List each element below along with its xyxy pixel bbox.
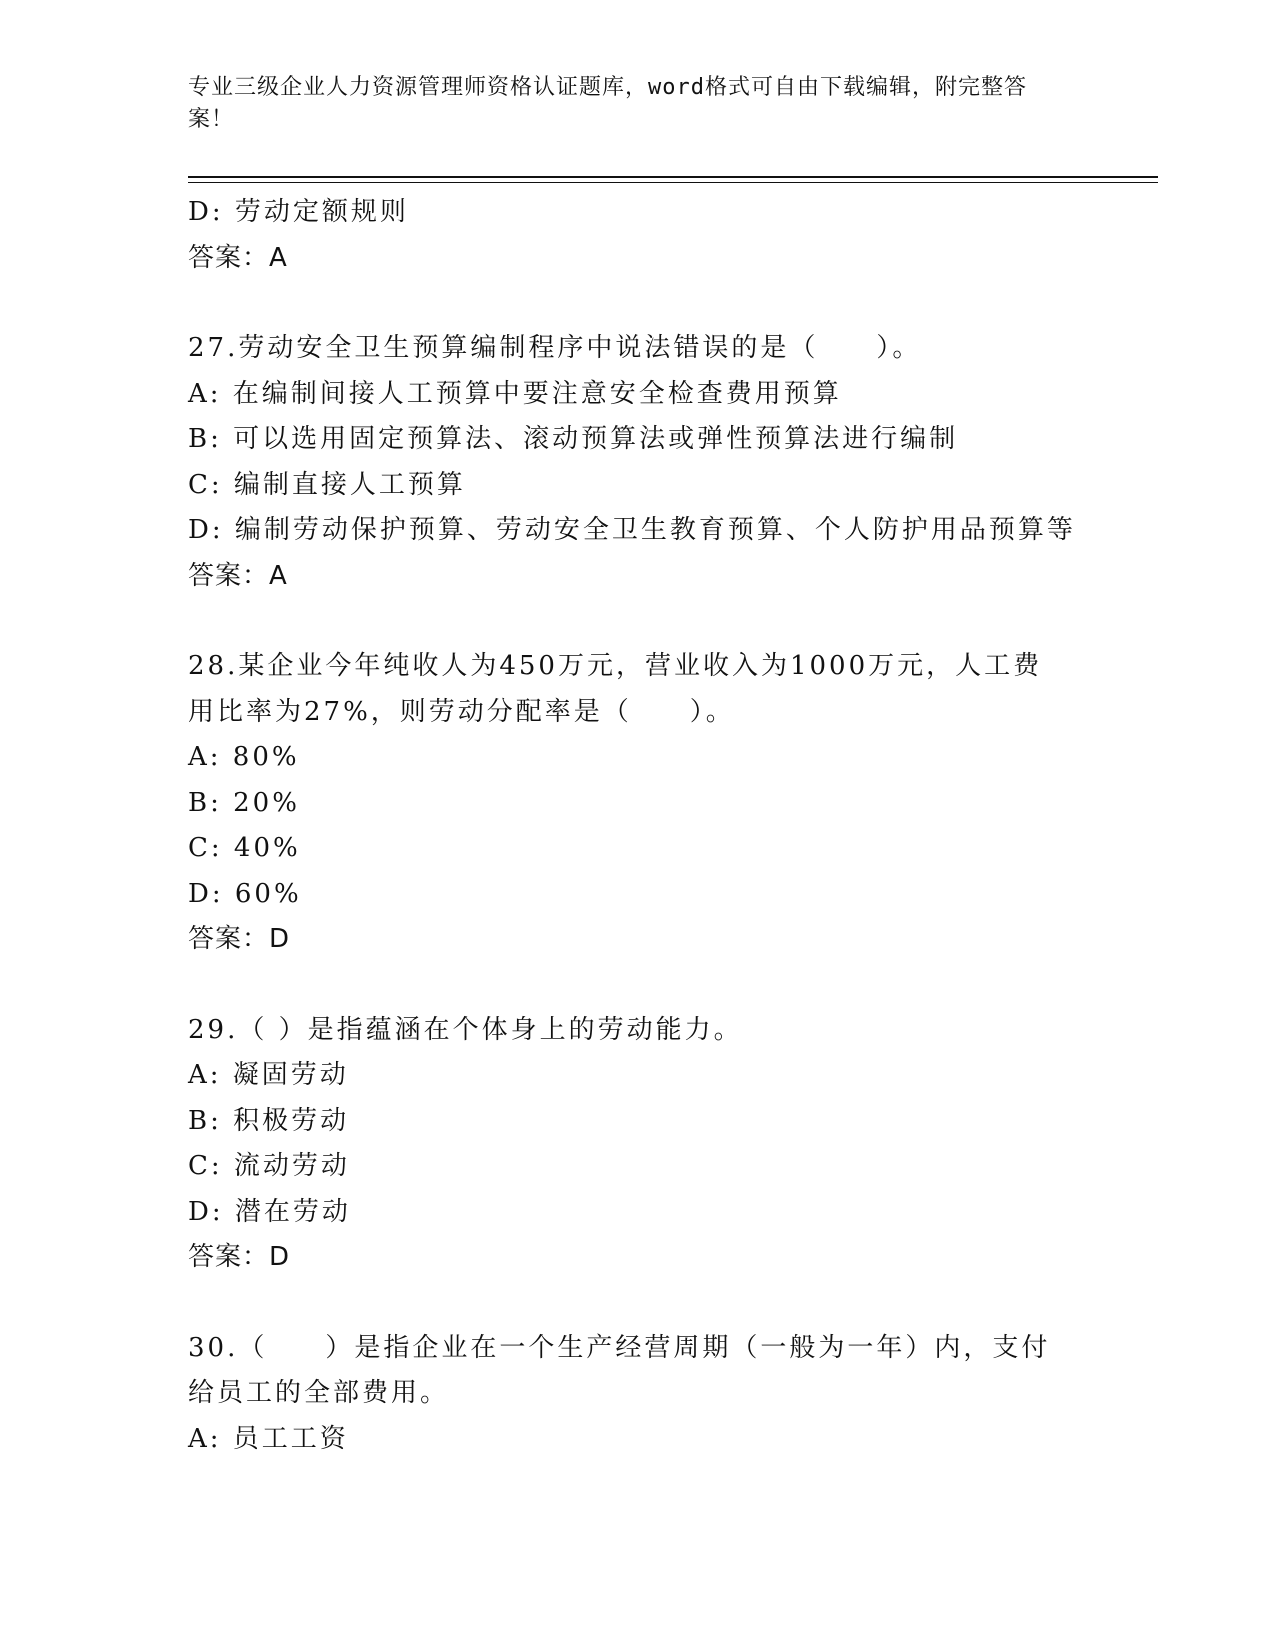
answer-line: 答案：D <box>188 1242 291 1272</box>
header-rule-thick <box>188 176 1158 178</box>
option-d: D: 编制劳动保护预算、劳动安全卫生教育预算、个人防护用品预算等 <box>188 515 1076 545</box>
answer-line: 答案：A <box>188 560 288 591</box>
option-b: B: 可以选用固定预算法、滚动预算法或弹性预算法进行编制 <box>188 424 959 454</box>
document-header: 专业三级企业人力资源管理师资格认证题库，word格式可自由下载编辑，附完整答案！ <box>188 75 1027 132</box>
answer-line: 答案：A <box>188 242 288 273</box>
spacer <box>188 1281 1088 1326</box>
spacer <box>188 963 1088 1008</box>
option-b: B: 积极劳动 <box>188 1105 350 1136</box>
option-c: C: 40% <box>188 833 301 863</box>
question-stem: 29.（ ）是指蕴涵在个体身上的劳动能力。 <box>188 1014 743 1045</box>
option-b: B: 20% <box>188 787 300 818</box>
question-content <box>188 190 1088 1462</box>
option-c: C: 流动劳动 <box>188 1151 350 1181</box>
question-stem: 30.（ ）是指企业在一个生产经营周期（一般为一年）内，支付给员工的全部费用。 <box>188 1332 1051 1408</box>
spacer <box>188 599 1088 644</box>
option-a: A: 80% <box>188 742 300 772</box>
option-c: C: 编制直接人工预算 <box>188 469 466 500</box>
option-d: D: 60% <box>188 878 302 909</box>
option-d: D: 劳动定额规则 <box>188 197 409 227</box>
answer-line: 答案：D <box>188 924 291 954</box>
option-a: A: 在编制间接人工预算中要注意安全检查费用预算 <box>188 378 842 409</box>
option-d: D: 潜在劳动 <box>188 1196 351 1227</box>
header-rule-thin <box>188 182 1158 183</box>
question-stem: 28.某企业今年纯收人为450万元，营业收入为1000万元，人工费用比率为27%，则劳动分配率是（ ）。 <box>188 651 1043 727</box>
question-stem: 27.劳动安全卫生预算编制程序中说法错误的是（ ）。 <box>188 333 922 363</box>
option-a: A: 员工工资 <box>188 1423 349 1454</box>
spacer <box>188 281 1088 326</box>
option-a: A: 凝固劳动 <box>188 1060 349 1090</box>
